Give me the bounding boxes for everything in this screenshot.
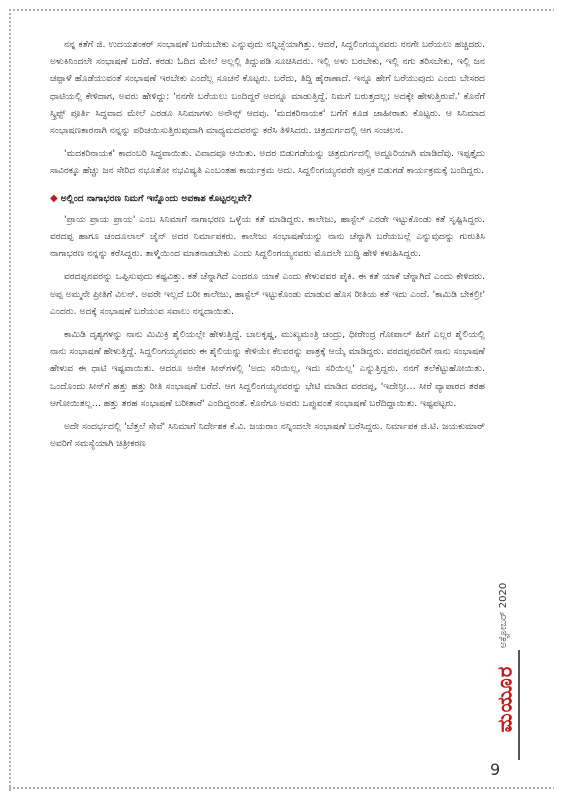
- page-number: 9: [490, 760, 501, 779]
- issue-date: [492, 580, 516, 650]
- answer-paragraph-2: ವರದಪ್ಪನವರನ್ನು ಒಪ್ಪಿಸುವುದು ಕಷ್ಟವಿತ್ತು. ಕತೆ ಚೆನ್ನಾಗಿದೆ ಎಂದರೂ ಯಾಕೆ ಎಂದು ಕೇಳುವವರ ಪೈಕಿ. ಈ ಕತೆ ಯಾಕೆ ಚೆನ್ನಾಗಿದೆ ಎಂದು ಕೇಳಿದರು. ಅಪ್ಪ ಅಮ್ಮನೇ ಪ್ರೀತಿಗೆ ವಿಲನ್. ಅವರೇ ಇಲ್ಲದೆ ಬರೀ ಕಾಲೇಜು, ಹಾಸ್ಟೆಲ್ ಇಟ್ಟುಕೊಂಡು ಮಾಡುವ ಹೊಸ ರೀತಿಯ ಕತೆ ಇದು ಎಂದೆ. 'ಕಾಮಿಡಿ ಬೇಕಲ್ರೀ' ಎಂದರು. ಅದಕ್ಕೆ ಸಂಭಾಷಣೆ ಬರೆಯುವ ಸವಾಲು ನನ್ನದಾಯಿತು.: [50, 271, 485, 317]
- answer-paragraph-1: 'ಪ್ರಾಯ ಪ್ರಾಯ ಪ್ರಾಯ' ಎಂಬ ಸಿನಿಮಾಗೆ ನಾಗಾಭರಣ ಒಳ್ಳೆಯ ಕತೆ ಮಾಡಿದ್ದರು. ಕಾಲೇಜು, ಹಾಸ್ಟೆಲ್ ಎರಡೇ ಇಟ್ಟುಕೊಂಡು ಕತೆ ಸೃಷ್ಟಿಸಿದ್ದರು. ವರದಪ್ಪ ಹಾಗೂ ಚಂದೂಲಾಲ್ ಜೈನ್ ಅದರ ನಿರ್ಮಾಪಕರು. ಕಾಲೇಜು ಸಂಭಾಷಣೆಯನ್ನು ನಾನು ಚೆನ್ನಾಗಿ ಬರೆಯಬಲ್ಲೆ ಎನ್ನುವುದನ್ನು ಗುರುತಿಸಿ ನಾಗಾಭರಣ ನನ್ನನ್ನು ಕರೆಸಿದ್ದರು. ತಾಳ್ಮೆಯಿಂದ ಮಾತನಾಡಬೇಕು ಎಂದು ಸಿದ್ದಲಿಂಗಯ್ಯನವರು ಮೊದಲೇ ಬುದ್ಧಿ ಹೇಳಿ ಕಳುಹಿಸಿದ್ದರು.: [50, 213, 485, 260]
- interview-question: [50, 190, 485, 207]
- question-text: ಅಲ್ಲಿಂದ ನಾಗಾಭರಣ ನಿಮಗೆ ಇನ್ನೊಂದು ಅವಕಾಶ ಕೊಟ್ಟರಲ್ಲವೇ?: [60, 192, 253, 204]
- magazine-logo-text: ಮಯೂರ: [492, 665, 516, 733]
- magazine-logo: [490, 658, 518, 740]
- diamond-bullet-icon: ◆: [50, 192, 58, 204]
- article-body: [50, 36, 485, 458]
- answer-paragraph-3: ಕಾಮಿಡಿ ದೃಶ್ಯಗಳನ್ನು ನಾನು ಮಿಮಿಕ್ರಿ ಶೈಲಿಯಲ್ಲೇ ಹೇಳುತ್ತಿದ್ದೆ. ಬಾಲಕೃಷ್ಣ, ಮುಖ್ಯಮಂತ್ರಿ ಚಂದ್ರು, ಧೀರೇಂದ್ರ ಗೋಪಾಲ್ ಹೀಗೆ ಎಲ್ಲರ ಶೈಲಿಯಲ್ಲಿ ನಾನು ಸಂಭಾಷಣೆ ಹೇಳುತ್ತಿದ್ದೆ. ಸಿದ್ದಲಿಂಗಯ್ಯನವರು ಈ ಶೈಲಿಯನ್ನು ಕೇಳಿಯೇ ಕೆಲವರನ್ನು ಪಾತ್ರಕ್ಕೆ ಆಯ್ಕೆ ಮಾಡಿದ್ದರು. ವರದಪ್ಪನವರಿಗೆ ನಾನು ಸಂಭಾಷಣೆ ಹೇಳುವ ಈ ಧಾಟಿ ಇಷ್ಟವಾಯಿತು. ಆದರೂ ಅನೇಕ ಸೀನ್‌ಗಳಲ್ಲಿ 'ಅದು ಸರಿಯಿಲ್ಲ, ಇದು ಸರಿಯಿಲ್ಲ' ಎನ್ನುತ್ತಿದ್ದರು. ನನಗೆ ತಲೆಕೆಟ್ಟುಹೋಯಿತು. ಒಂದೊಂದು ಸೀನ್‌ಗೆ ಹತ್ತು ಹತ್ತು ರೀತಿ ಸಂಭಾಷಣೆ ಬರೆದೆ. ಆಗ ಸಿದ್ದಲಿಂಗಯ್ಯನವರನ್ನು ಭೇಟಿ ಮಾಡಿದ ವರದಪ್ಪ, 'ಇದೇನ್ರೀ… ಸೀರೆ ವ್ಯಾಪಾರದ ತರಹ ಆಗೋಯಿತಲ್ಲ… ಹತ್ತು ತರಹ ಸಂಭಾಷಣೆ ಬರೀತಾರೆ' ಎಂದಿದ್ದರಂತೆ. ಕೊನೆಗೂ ಅವರು ಒಪ್ಪುವಂತೆ ಸಂಭಾಷಣೆ ಬರೆದಿದ್ದಾಯಿತು. ಇಷ್ಟಪಟ್ಟರು.: [50, 329, 485, 409]
- top-dotted-border: [8, 8, 554, 14]
- answer-paragraph-4: ಅದೇ ಸಂದರ್ಭದಲ್ಲಿ 'ಬೆತ್ತಲೆ ಸೇವೆ' ಸಿನಿಮಾಗೆ ನಿರ್ದೇಶಕ ಕೆ.ವಿ. ಜಯರಾಂ ನನ್ನಿಂದಲೇ ಸಂಭಾಷಣೆ ಬರೆಸಿದ್ದರು. ನಿರ್ಮಾಪಕ ಜಿ.ಟಿ. ಜಯಕುಮಾರ್ ಅವರಿಗೆ ಸಮಸ್ಯೆಯಾಗಿ ಚಿತ್ರೀಕರಣ: [50, 421, 485, 450]
- bottom-dotted-border: [8, 786, 554, 792]
- left-dotted-border: [8, 8, 14, 792]
- sidebar-divider: [518, 650, 520, 760]
- issue-date-text: ಅಕ್ಟೋಬರ್ 2020: [498, 582, 510, 648]
- paragraph-2: 'ಮದಕರಿನಾಯಕ' ಕಾದಂಬರಿ ಸಿದ್ಧವಾಯಿತು. ವಿವಾದವೂ ಆಯಿತು. ಅದರ ಬಿಡುಗಡೆಯನ್ನು ಚಿತ್ರದುರ್ಗದಲ್ಲಿ ಅದ್ದೂರಿಯಾಗಿ ಮಾಡಿದೆವು. ಇಪ್ಪತ್ತೈದು ಸಾವಿರಕ್ಕೂ ಹೆಚ್ಚು ಜನ ಸೇರಿದ ನಭೂತೋ ನಭವಿಷ್ಯತಿ ಎಂಬಂತಹ ಕಾರ್ಯಕ್ರಮ ಅದು. ಸಿದ್ದಲಿಂಗಯ್ಯನವರೇ ಪುಸ್ತಕ ಬಿಡುಗಡೆ ಕಾರ್ಯಕ್ರಮಕ್ಕೆ ಬಂದಿದ್ದರು.: [50, 148, 485, 177]
- paragraph-1: ನನ್ನ ಕತೆಗೆ ಜಿ. ಉದಯಶಂಕರ್ ಸಂಭಾಷಣೆ ಬರೆಯಬೇಕು ಎನ್ನುವುದು ನನ್ನಿಚ್ಛೆಯಾಗಿತ್ತು. ಆದರೆ, ಸಿದ್ದಲಿಂಗಯ್ಯನವರು ನನಗೇ ಬರೆಯಲು ಹಚ್ಚಿದರು. ಅಳುಕಿನಿಂದಲೇ ಸಂಭಾಷಣೆ ಬರೆದೆ. ಕರಡು ಓದಿದ ಮೇಲೆ ಅಲ್ಲಲ್ಲಿ ತಿದ್ದುಪಡಿ ಸೂಚಿಸಿದರು. ಇಲ್ಲಿ ಅಳು ಬರಬೇಕು, ಇಲ್ಲಿ ನಗು ತರಿಸಬೇಕು, ಇಲ್ಲಿ ಜನ ಚಪ್ಪಾಳೆ ಹೊಡೆಯುವಂತೆ ಸಂಭಾಷಣೆ ಇರಬೇಕು ಎಂದೆಲ್ಲ ಸೂಚನೆ ಕೊಟ್ಟರು. ಬರೆದು, ತಿದ್ದಿ ಹೈರಾಣಾದೆ. ಇನ್ನೂ ಹೇಗೆ ಬರೆಯುವುದು ಎಂದು ಬೇಸರದ ಧಾಟಿಯಲ್ಲಿ ಕೇಳಿದಾಗ, ಅವರು ಹೇಳಿದ್ದು: 'ನನಗೇ ಬರೆಯಲು ಬಂದಿದ್ದರೆ ಅದನ್ನೂ ಮಾಡುತ್ತಿದ್ದೆ. ನಿಮಗೆ ಬರುತ್ತದಲ್ಲ; ಅದಕ್ಕೇ ಹೇಳುತ್ತಿರುವೆ.' ಕೊನೆಗೆ ಸ್ಕ್ರಿಪ್ಟ್ ಪೂರ್ತಿ ಸಿದ್ಧವಾದ ಮೇಲೆ ಎರಡೂ ಸಿನಿಮಾಗಳು ಅನೌನ್ಸ್ ಆದವು. 'ಮದಕರಿನಾಯಕ' ಬಗೆಗೆ ಕೂಡ ಜಾಹೀರಾತು ಕೊಟ್ಟರು. ಆ ಸಿನಿಮಾದ ಸಂಭಾಷಣಕಾರನಾಗಿ ನನ್ನನ್ನು ಪರಿಚಯಿಸುತ್ತಿರುವುದಾಗಿ ಮಾಧ್ಯಮದವರನ್ನು ಕರೆಸಿ ತಿಳಿಸಿದರು. ಚಿತ್ರದುರ್ಗದಲ್ಲಿ ಆಗ ಸಂಚಲನ.: [50, 39, 485, 137]
